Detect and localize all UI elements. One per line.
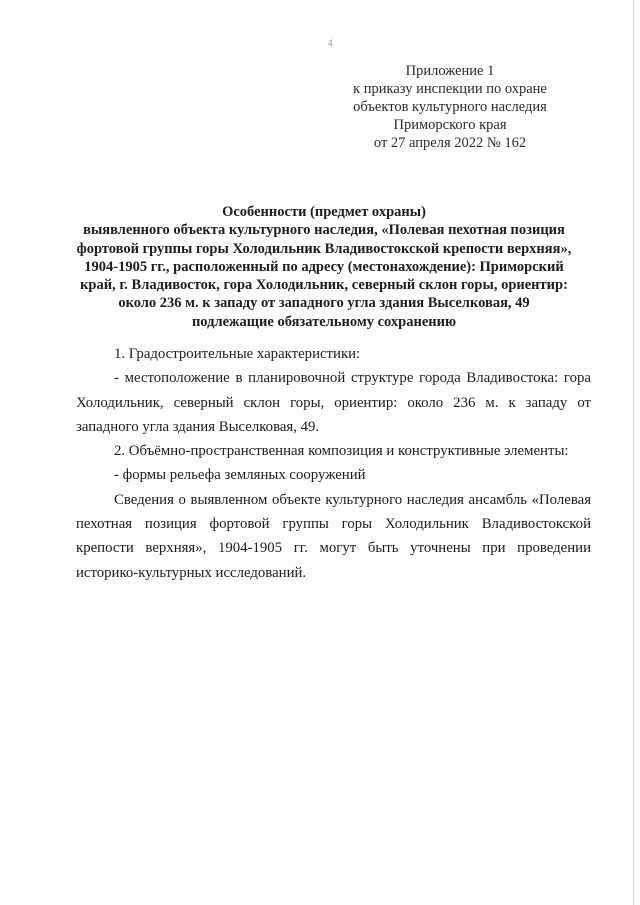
- section-1-heading: 1. Градостроительные характеристики:: [114, 346, 361, 362]
- title-line: 1904-1905 гг., расположенный по адресу (местонахождение): Приморский: [84, 258, 564, 275]
- annex-line: от 27 апреля 2022 № 162: [373, 135, 527, 151]
- annex-line: объектов культурного наследия: [353, 99, 547, 115]
- title-line: край, г. Владивосток, гора Холодильник, северный склон горы, ориентир:: [80, 277, 568, 294]
- page-number-mark: 4: [328, 38, 333, 48]
- title-line: подлежащие обязательному сохранению: [191, 313, 457, 330]
- title-line: Особенности (предмет охраны): [222, 204, 426, 220]
- document-body: [76, 342, 591, 585]
- annex-line: Приморского края: [393, 117, 507, 133]
- clarification-note: Сведения о выявленном объекте культурного наследия ансамбль «Полевая пехотная позиция фортовой группы горы Холодильник Владивостокской крепости верхняя», 1904-1905 гг. могут быть уточнены при проведении историко-культурных исследований.: [76, 491, 591, 581]
- section-2-heading: 2. Объёмно-пространственная композиция и конструктивные элементы:: [114, 443, 569, 460]
- annex-line: к приказу инспекции по охране: [353, 81, 547, 97]
- page-edge: [633, 0, 634, 905]
- title-line: около 236 м. к западу от западного угла здания Выселковая, 49: [118, 295, 530, 312]
- section-1-text: - местоположение в планировочной структуре города Владивостока: гора Холодильник, северный склон горы, ориентир: около 236 м. к западу от западного угла здания Выселковая, 49.: [76, 370, 591, 435]
- annex-line: Приложение 1: [405, 63, 495, 79]
- document-title: [64, 203, 584, 331]
- annex-header: [330, 62, 570, 152]
- title-line: выявленного объекта культурного наследия, «Полевая пехотная позиция: [83, 222, 565, 239]
- section-2-text: - формы рельефа земляных сооружений: [114, 467, 366, 484]
- title-line: фортовой группы горы Холодильник Владивостокской крепости верхняя»,: [76, 240, 572, 257]
